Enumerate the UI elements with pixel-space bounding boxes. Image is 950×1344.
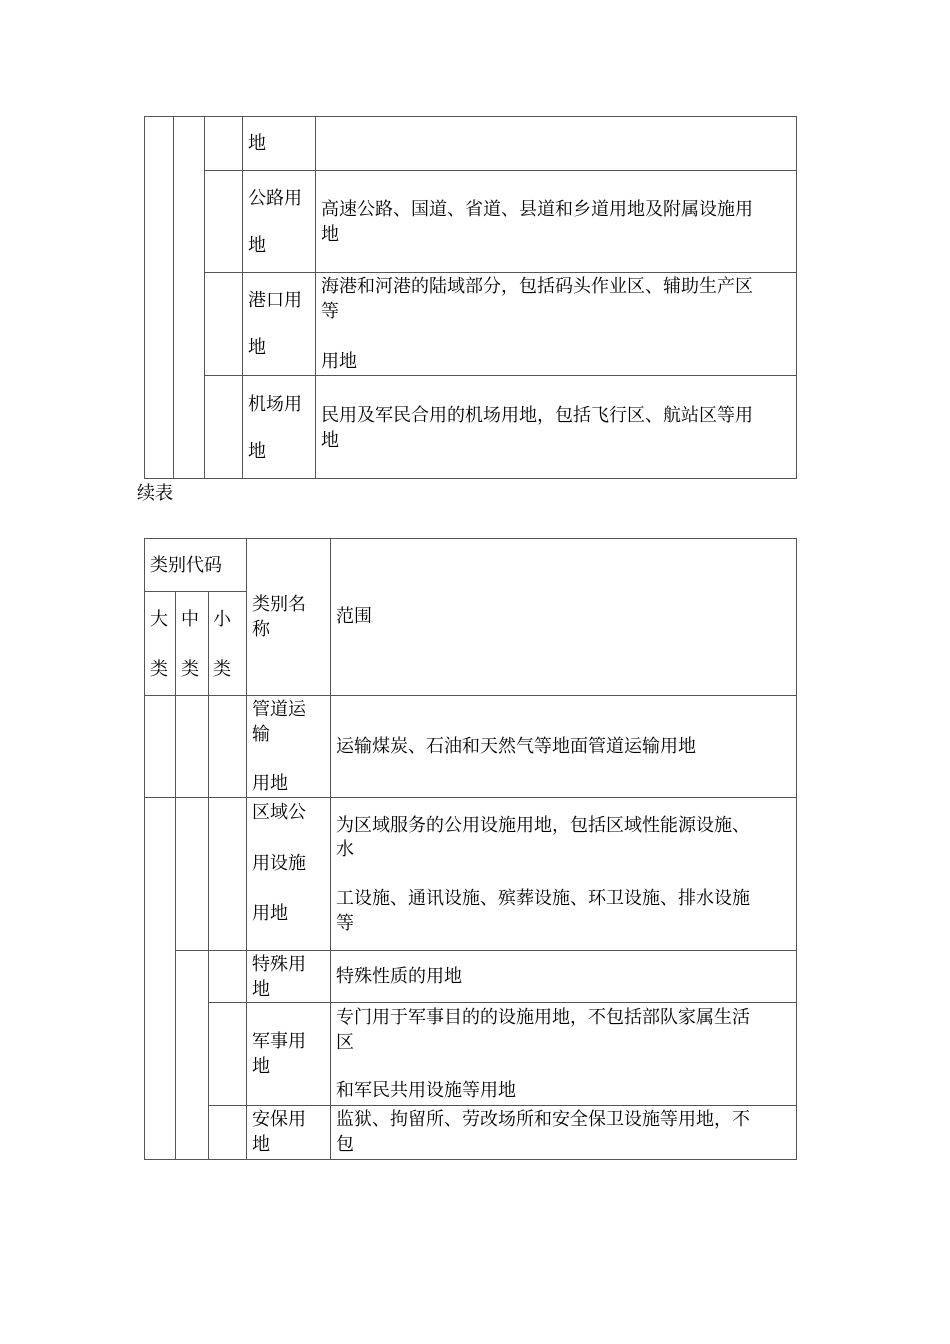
header-category-name: 称: [252, 619, 270, 640]
header-large-category: 大: [150, 609, 168, 630]
table-2-row-4-name: 军事用: [252, 1031, 306, 1052]
table-1-row-1-name: 地: [248, 133, 266, 154]
table-1-row-2-scope: 地: [321, 224, 339, 245]
table-2-row-5-scope: 监狱、拘留所、劳改场所和安全保卫设施等用地，不: [336, 1109, 750, 1130]
table-2-row-2-scope: 为区域服务的公用设施用地，包括区域性能源设施、: [336, 815, 750, 836]
table-2-row-5-name: 地: [252, 1134, 270, 1155]
table-2-row-2-name: 区域公: [252, 802, 306, 823]
table-2-row-2-scope: 等: [336, 913, 354, 934]
header-large-category: 类: [150, 659, 168, 680]
header-small-category: 小: [213, 609, 231, 630]
header-medium-category: 中: [181, 609, 199, 630]
table-1-row-3-scope: 用地: [321, 351, 357, 372]
header-small-category: 类: [213, 659, 231, 680]
header-category-name: 类别名: [252, 594, 306, 615]
table-1-row-4-name: 机场用: [248, 394, 302, 415]
table-2-row-4-scope: 和军民共用设施等用地: [336, 1080, 516, 1101]
table-1-row-4-scope: 地: [321, 430, 339, 451]
table-1-row-4-scope: 民用及军民合用的机场用地，包括飞行区、航站区等用: [321, 405, 753, 426]
table-2-row-3-name: 特殊用: [252, 954, 306, 975]
continued-label: 续表: [137, 483, 173, 504]
table-1-row-2-name: 地: [248, 235, 266, 256]
table-2-row-2-scope: 水: [336, 839, 354, 860]
table-1-row-3-name: 港口用: [248, 290, 302, 311]
table-1-row-2-scope: 高速公路、国道、省道、县道和乡道用地及附属设施用: [321, 199, 753, 220]
table-2-row-5-name: 安保用: [252, 1109, 306, 1130]
table-2-row-1-name: 输: [252, 724, 270, 745]
table-2-row-1-name: 管道运: [252, 699, 306, 720]
table-2-row-1-scope: 运输煤炭、石油和天然气等地面管道运输用地: [336, 736, 696, 757]
table-2-row-4-scope: 区: [336, 1032, 354, 1053]
table-2-row-2-name: 用地: [252, 903, 288, 924]
table-1-row-3-name: 地: [248, 337, 266, 358]
table-2-row-2-name: 用设施: [252, 853, 306, 874]
table-2-row-1-name: 用地: [252, 773, 288, 794]
header-medium-category: 类: [181, 659, 199, 680]
table-2-row-5-scope: 包: [336, 1134, 354, 1155]
header-category-code: 类别代码: [150, 555, 222, 576]
table-2-row-4-name: 地: [252, 1056, 270, 1077]
table-2-row-3-name: 地: [252, 979, 270, 1000]
table-1-row-4-name: 地: [248, 441, 266, 462]
table-2-row-3-scope: 特殊性质的用地: [336, 966, 462, 987]
table-2-row-4-scope: 专门用于军事目的的设施用地，不包括部队家属生活: [336, 1007, 750, 1028]
table-1-row-3-scope: 海港和河港的陆域部分，包括码头作业区、辅助生产区: [321, 276, 753, 297]
table-1-row-3-scope: 等: [321, 301, 339, 322]
header-scope: 范围: [336, 606, 372, 627]
table-2-row-2-scope: 工设施、通讯设施、殡葬设施、环卫设施、排水设施: [336, 888, 750, 909]
table-1-row-2-name: 公路用: [248, 188, 302, 209]
